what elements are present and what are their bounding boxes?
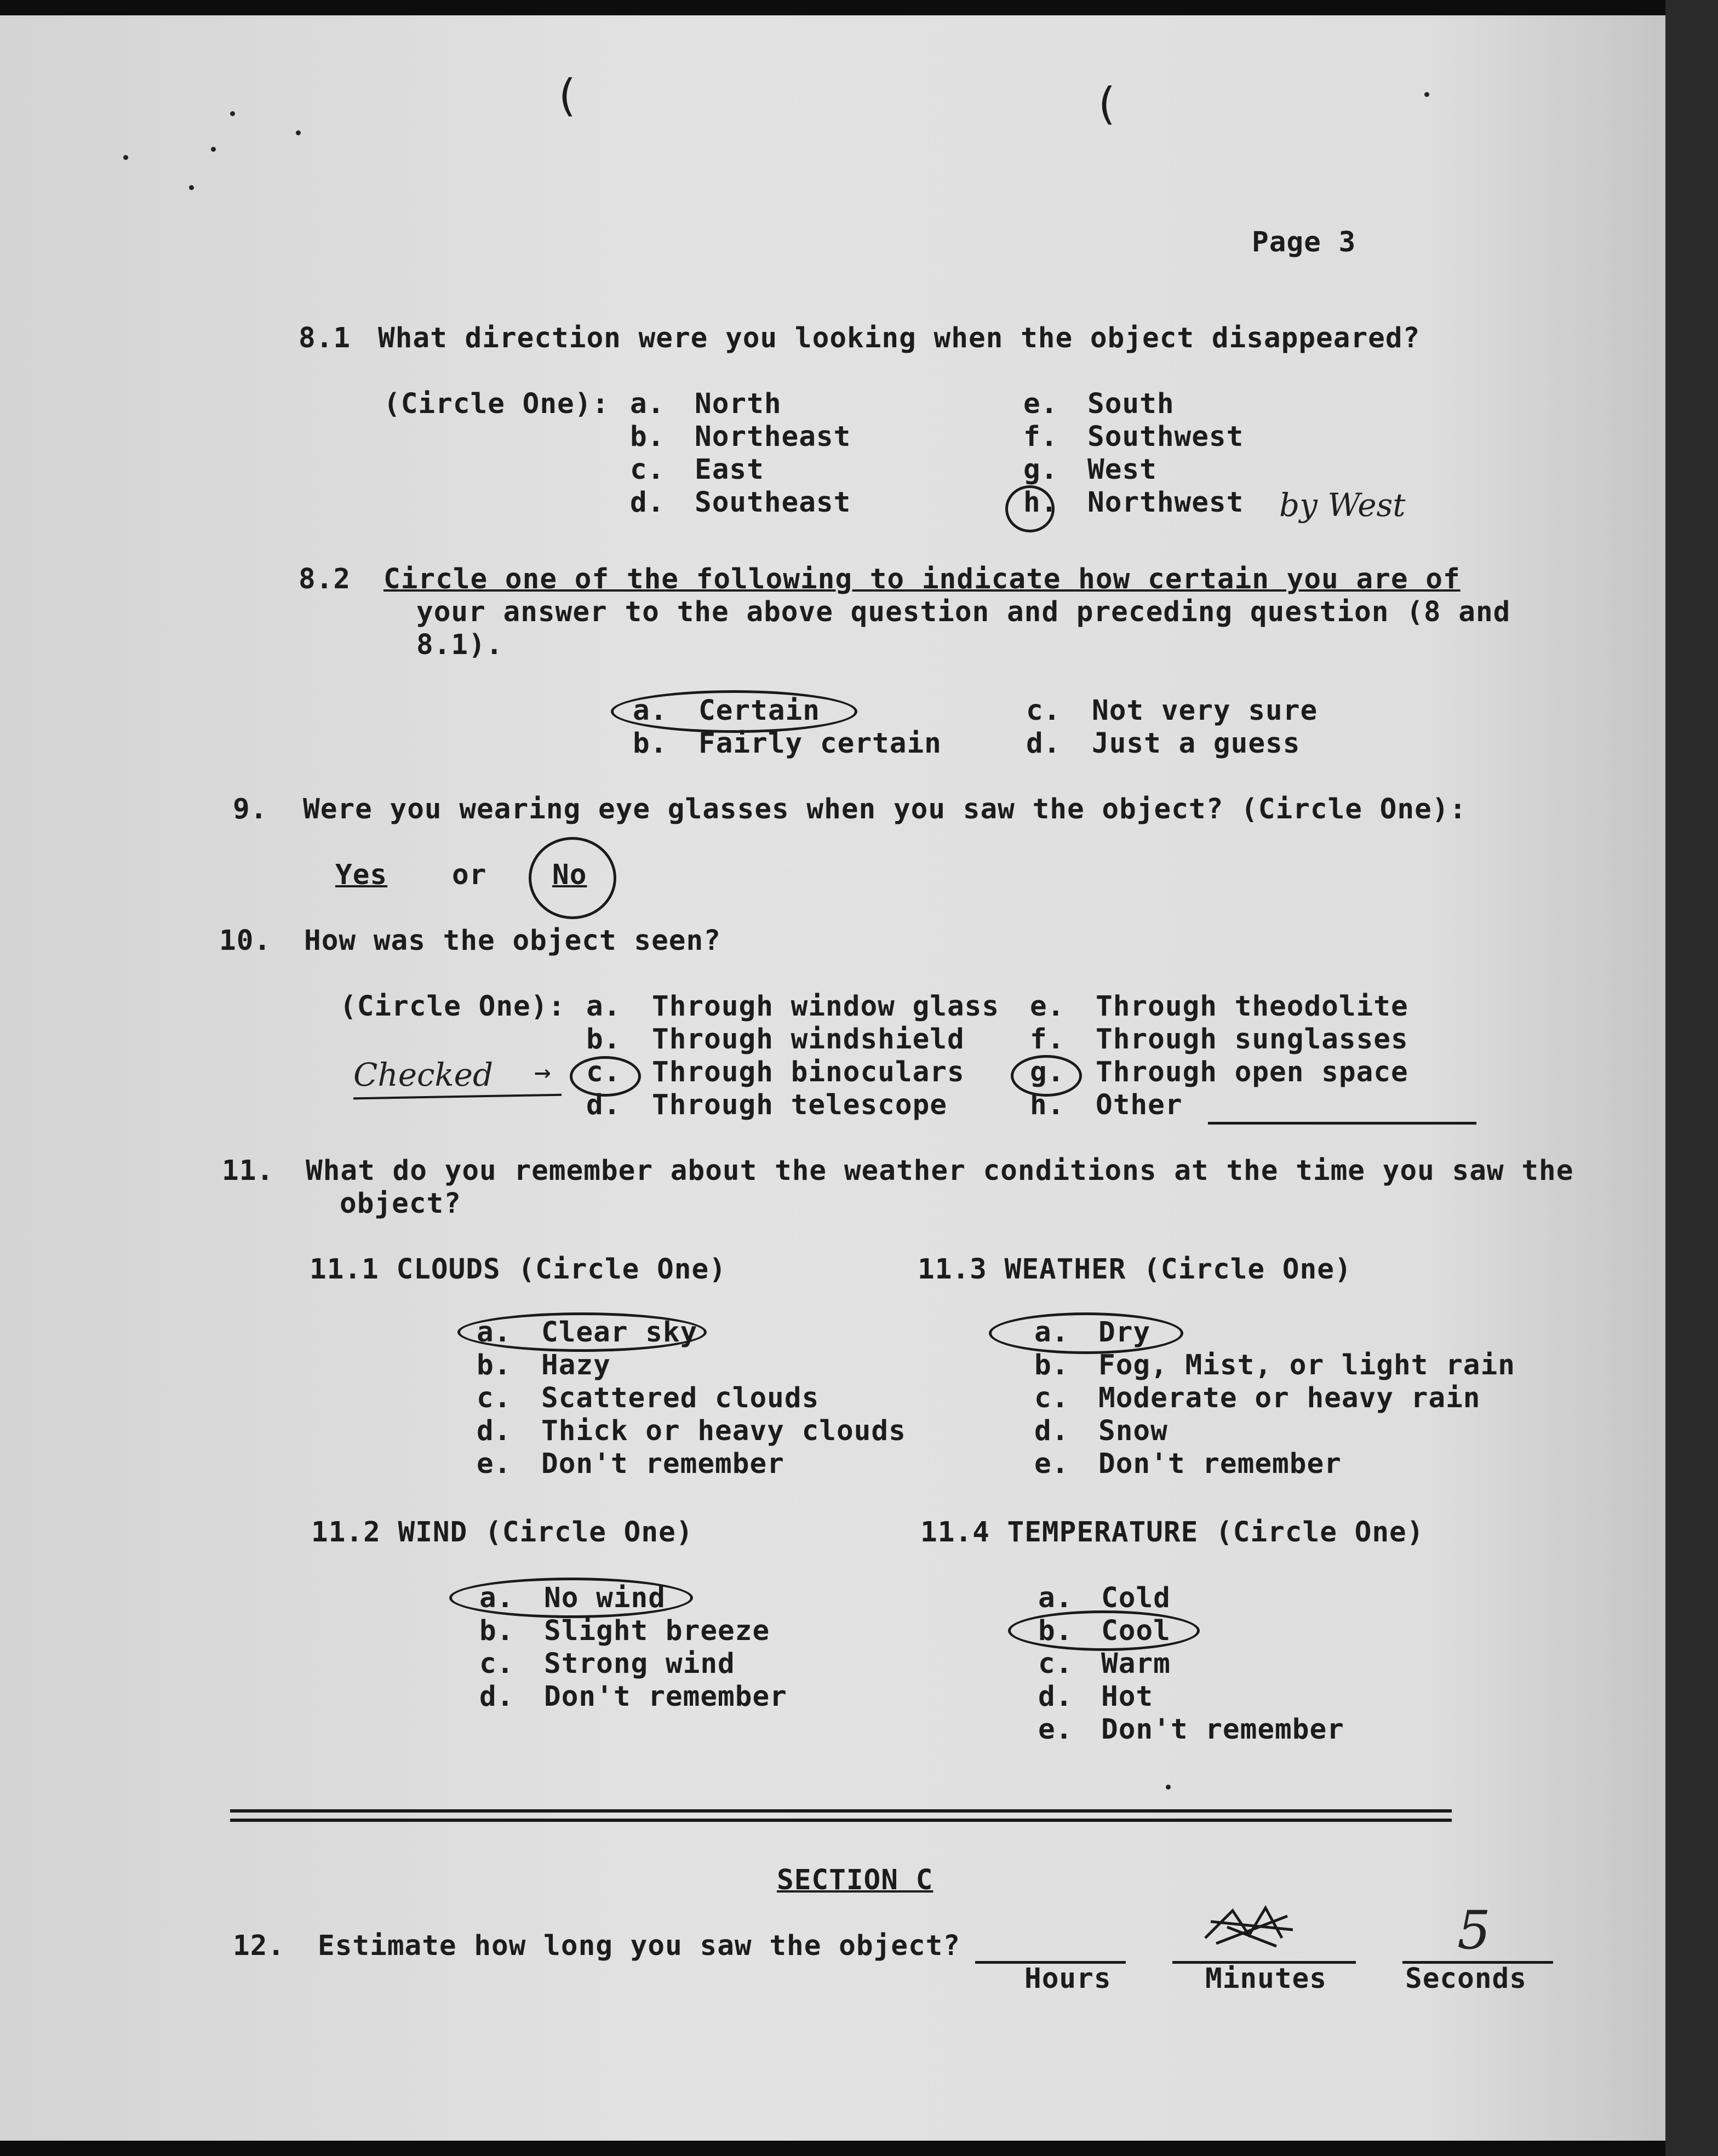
scan-speck <box>123 155 128 160</box>
q10-option-d-letter: d. <box>586 1089 621 1121</box>
q11-3-option-b-text: Fog, Mist, or light rain <box>1098 1349 1515 1381</box>
q8-1-question: What direction were you looking when the object disappeared? <box>378 322 1421 354</box>
q10-handwritten-note: Checked <box>353 1056 494 1093</box>
q8-2-question-line1: Circle one of the following to indicate how certain you are of <box>383 563 1461 595</box>
q10-option-b-letter: b. <box>586 1023 621 1056</box>
q11-3-option-b-letter: b. <box>1034 1349 1069 1381</box>
q10-option-b-text: Through windshield <box>652 1023 965 1056</box>
q12-number: 12. <box>233 1930 285 1962</box>
section-divider-top <box>230 1809 1452 1813</box>
minutes-label: Minutes <box>1205 1963 1327 1995</box>
q8-2-number: 8.2 <box>299 563 351 595</box>
q11-1-circle-mark <box>457 1312 707 1352</box>
q11-4-option-d-letter: d. <box>1038 1681 1073 1713</box>
q11-1-option-e-text: Don't remember <box>541 1448 784 1480</box>
q10-option-f-letter: f. <box>1030 1023 1065 1056</box>
scan-speck <box>1166 1785 1171 1790</box>
q8-1-option-d-text: Southeast <box>695 486 851 519</box>
q11-3-option-a-text: Dry <box>1098 1316 1151 1349</box>
q11-4-option-e-letter: e. <box>1038 1713 1073 1746</box>
q8-1-option-e-letter: e. <box>1023 388 1058 420</box>
scan-mark: ( <box>553 70 581 121</box>
q11-3-option-e-text: Don't remember <box>1098 1448 1342 1480</box>
q11-3-option-c-text: Moderate or heavy rain <box>1098 1382 1481 1414</box>
q11-3-option-d-letter: d. <box>1034 1415 1069 1447</box>
scan-speck <box>296 130 301 135</box>
q8-1-option-f-text: Southwest <box>1087 421 1244 453</box>
q11-1-option-c-text: Scattered clouds <box>541 1382 820 1414</box>
q8-2-option-c-letter: c. <box>1026 695 1061 727</box>
scan-edge-shadow <box>1665 0 1718 2156</box>
q11-4-option-e-text: Don't remember <box>1101 1713 1344 1746</box>
q9-no: No <box>552 859 587 891</box>
q11-4-option-b-letter: b. <box>1038 1615 1073 1647</box>
q8-2-option-b-letter: b. <box>633 727 668 760</box>
scan-speck <box>189 185 194 190</box>
q10-option-c-letter: c. <box>586 1056 621 1088</box>
q9-question: Were you wearing eye glasses when you saw the object? (Circle One): <box>303 793 1467 825</box>
scan-speck <box>230 111 235 116</box>
minutes-scribble-mark <box>1200 1900 1298 1954</box>
q10-option-a-letter: a. <box>586 990 621 1023</box>
q11-2-option-c-letter: c. <box>479 1648 514 1680</box>
q8-2-option-a-letter: a. <box>633 695 668 727</box>
q9-number: 9. <box>233 793 268 825</box>
q8-1-option-b-letter: b. <box>630 421 665 453</box>
q11-2-heading: 11.2 WIND (Circle One) <box>311 1516 694 1549</box>
q10-option-g-text: Through open space <box>1096 1056 1408 1088</box>
q11-1-option-e-letter: e. <box>477 1448 512 1480</box>
q11-2-option-a-text: No wind <box>544 1582 666 1614</box>
seconds-handwritten-value: 5 <box>1457 1900 1491 1961</box>
q11-3-option-d-text: Snow <box>1098 1415 1168 1447</box>
q11-3-heading: 11.3 WEATHER (Circle One) <box>918 1253 1352 1286</box>
q9-yes: Yes <box>335 859 388 891</box>
q8-1-option-b-text: Northeast <box>695 421 851 453</box>
q11-2-option-b-text: Slight breeze <box>544 1615 770 1647</box>
section-c-title: SECTION C <box>777 1864 934 1896</box>
q11-1-option-a-text: Clear sky <box>541 1316 698 1349</box>
q11-2-option-d-letter: d. <box>479 1681 514 1713</box>
q10-other-blank-line <box>1208 1122 1476 1125</box>
q8-1-circle-mark <box>1005 485 1055 532</box>
q8-1-option-d-letter: d. <box>630 486 665 519</box>
q10-option-g-letter: g. <box>1030 1056 1065 1088</box>
q11-4-circle-mark <box>1008 1610 1200 1651</box>
q11-2-option-c-text: Strong wind <box>544 1648 735 1680</box>
q8-1-option-g-letter: g. <box>1023 454 1058 486</box>
q11-number: 11. <box>222 1155 274 1187</box>
scan-mark: ( <box>1093 78 1120 129</box>
q11-2-option-a-letter: a. <box>479 1582 514 1614</box>
q8-1-handwritten-note: by West <box>1279 486 1406 524</box>
q8-1-option-c-text: East <box>695 454 764 486</box>
seconds-label: Seconds <box>1405 1963 1527 1995</box>
q10-handwritten-arrow: → <box>534 1056 552 1088</box>
q11-4-heading: 11.4 TEMPERATURE (Circle One) <box>920 1516 1424 1549</box>
q11-1-option-a-letter: a. <box>477 1316 512 1349</box>
q11-1-option-b-letter: b. <box>477 1349 512 1381</box>
q8-1-instruction: (Circle One): <box>383 388 610 420</box>
q10-option-e-text: Through theodolite <box>1096 990 1408 1023</box>
q11-2-option-b-letter: b. <box>479 1615 514 1647</box>
scan-speck <box>1424 92 1429 97</box>
q11-2-circle-mark <box>449 1578 693 1618</box>
q11-4-option-a-letter: a. <box>1038 1582 1073 1614</box>
q11-4-option-d-text: Hot <box>1101 1681 1154 1713</box>
q8-1-option-c-letter: c. <box>630 454 665 486</box>
q9-or: or <box>452 859 487 891</box>
q11-1-option-d-letter: d. <box>477 1415 512 1447</box>
q8-1-option-e-text: South <box>1087 388 1175 420</box>
q12-question: Estimate how long you saw the object? <box>318 1930 961 1962</box>
q8-1-option-h-letter: h. <box>1023 486 1058 519</box>
q10-option-h-letter: h. <box>1030 1089 1065 1121</box>
q10-option-h-text: Other <box>1096 1089 1183 1121</box>
document-page <box>0 15 1676 2141</box>
q11-1-heading: 11.1 CLOUDS (Circle One) <box>310 1253 726 1286</box>
q8-1-option-h-text: Northwest <box>1087 486 1244 519</box>
q8-1-option-f-letter: f. <box>1023 421 1058 453</box>
hours-label: Hours <box>1024 1963 1112 1995</box>
q10-option-a-text: Through window glass <box>652 990 1000 1023</box>
q11-1-option-c-letter: c. <box>477 1382 512 1414</box>
q11-2-option-d-text: Don't remember <box>544 1681 787 1713</box>
section-divider-bottom <box>230 1819 1452 1822</box>
q8-2-question-line3: 8.1). <box>416 629 503 661</box>
page-number: Page 3 <box>1252 226 1356 259</box>
q10-option-d-text: Through telescope <box>652 1089 947 1121</box>
q10-option-e-letter: e. <box>1030 990 1065 1023</box>
q11-3-option-c-letter: c. <box>1034 1382 1069 1414</box>
q11-1-option-b-text: Hazy <box>541 1349 611 1381</box>
q10-option-c-text: Through binoculars <box>652 1056 965 1088</box>
q11-3-circle-mark <box>989 1312 1183 1354</box>
q11-4-option-a-text: Cold <box>1101 1582 1171 1614</box>
q8-2-option-b-text: Fairly certain <box>698 727 942 760</box>
q11-question-line2: object? <box>340 1188 461 1220</box>
q8-2-option-a-text: Certain <box>698 695 820 727</box>
q11-3-option-a-letter: a. <box>1034 1316 1069 1349</box>
q8-1-option-g-text: West <box>1087 454 1157 486</box>
q11-question-line1: What do you remember about the weather conditions at the time you saw the <box>306 1155 1574 1187</box>
q11-4-option-c-letter: c. <box>1038 1648 1073 1680</box>
q10-question: How was the object seen? <box>304 925 721 957</box>
q8-1-option-a-letter: a. <box>630 388 665 420</box>
q10-number: 10. <box>219 925 272 957</box>
q11-3-option-e-letter: e. <box>1034 1448 1069 1480</box>
q8-2-option-d-text: Just a guess <box>1092 727 1301 760</box>
q10-handwritten-underline <box>353 1094 562 1100</box>
q8-1-option-a-text: North <box>695 388 782 420</box>
q10-instruction: (Circle One): <box>340 990 566 1023</box>
q11-4-option-b-text: Cool <box>1101 1615 1171 1647</box>
scan-speck <box>211 147 216 152</box>
q11-1-option-d-text: Thick or heavy clouds <box>541 1415 906 1447</box>
q8-1-number: 8.1 <box>299 322 351 354</box>
q8-2-circle-mark <box>611 690 857 733</box>
q8-2-option-c-text: Not very sure <box>1092 695 1318 727</box>
q10-option-f-text: Through sunglasses <box>1096 1023 1408 1056</box>
q9-circle-mark <box>529 837 616 919</box>
q11-4-option-c-text: Warm <box>1101 1648 1171 1680</box>
q8-2-question-line2: your answer to the above question and preceding question (8 and <box>416 596 1511 628</box>
q8-2-option-d-letter: d. <box>1026 727 1061 760</box>
